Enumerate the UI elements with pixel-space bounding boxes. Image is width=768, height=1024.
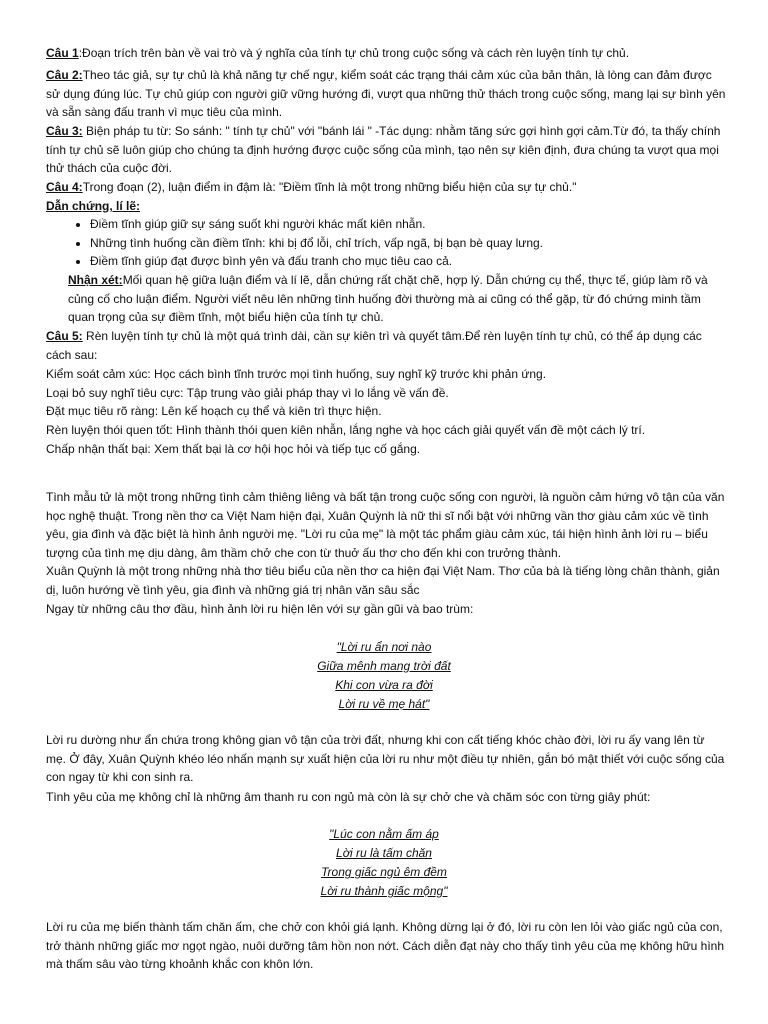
answer-5-label: Câu 5: — [46, 329, 83, 343]
poem-stanza-2 — [46, 825, 722, 901]
evidence-item: • Điềm tĩnh giúp đạt được bình yên và đấu tranh cho mục tiêu cao cả. — [90, 252, 750, 271]
evidence-heading — [46, 197, 726, 216]
comment-label: Nhận xét: — [68, 273, 123, 287]
comment — [68, 271, 724, 327]
essay-lead-2: Tình yêu của mẹ không chỉ là những âm thanh ru con ngủ mà còn là sự chở che và chăm sóc con từng giây phút: — [46, 790, 651, 804]
answer-3-text: Biện pháp tu từ: So sánh: " tính tự chủ" với "bánh lái " -Tác dụng: nhằm tăng sức gợi hình gợi cảm.Từ đó, ta thấy chính tính tự chủ sẽ luôn giúp cho chúng ta định hướng được cuộc sống của mình, tạo nên sự kiên định, đưa chúng ta vượt qua mọi thử thách của cuộc đời. — [46, 124, 721, 175]
answer-3 — [46, 122, 726, 178]
answer-1-text: :Đoạn trích trên bàn về vai trò và ý nghĩa của tính tự chủ trong cuộc sống và cách rèn luyện tính tự chủ. — [78, 46, 630, 60]
essay-author: Xuân Quỳnh là một trong những nhà thơ tiêu biểu của nền thơ ca hiện đại Việt Nam. Thơ của bà là tiếng lòng chân thành, giản dị, luôn hướng về tình yêu, gia đình và những giá trị nhân văn sâu sắc — [46, 564, 720, 597]
method-line: Loại bỏ suy nghĩ tiêu cực: Tập trung vào giải pháp thay vì lo lắng về vấn đề. — [46, 386, 449, 400]
answer-4-label: Câu 4: — [46, 180, 83, 194]
method-line: Đặt mục tiêu rõ ràng: Lên kế hoạch cụ thể và kiên trì thực hiện. — [46, 404, 382, 418]
answer-2-label: Câu 2: — [46, 68, 83, 82]
essay-lead-1: Ngay từ những câu thơ đầu, hình ảnh lời ru hiện lên với sự gần gũi và bao trùm: — [46, 602, 474, 616]
answer-2 — [46, 66, 726, 122]
method-line: Rèn luyện thói quen tốt: Hình thành thói quen kiên nhẫn, lắng nghe và học cách giải quyết vấn đề một cách lý trí. — [46, 423, 646, 437]
poem-line: Lời ru là tấm chăn — [336, 846, 432, 860]
evidence-item: • Những tình huống cần điềm tĩnh: khi bị đổ lỗi, chỉ trích, vấp ngã, bị bạn bè quay lưng. — [90, 234, 750, 253]
essay-paragraph-3: Lời ru của mẹ biến thành tấm chăn ấm, che chở con khỏi giá lạnh. Không dừng lại ở đó, lời ru còn len lỏi vào giấc ngủ của con, trở thành những giấc mơ ngọt ngào, nuôi dưỡng tâm hồn non nớt. Cách diễn đạt này cho thấy tình yêu của mẹ không hữu hình mà thấm sâu vào từng khoảnh khắc con khôn lớn. — [46, 920, 725, 971]
answer-4-text: Trong đoạn (2), luận điểm in đậm là: "Điềm tĩnh là một trong những biểu hiện của sự tự chủ." — [82, 180, 577, 194]
answer-5 — [46, 327, 726, 364]
answer-2-text: Theo tác giả, sự tự chủ là khả năng tự chế ngự, kiểm soát các trạng thái cảm xúc của bản thân, là lòng can đảm được sử dụng đúng lúc. Tự chủ giúp con người giữ vững hướng đi, vượt qua những thử thách trong cuộc sống, mang lại sự bình yên và sẵn sàng đấu tranh vì mục tiêu của mình. — [46, 68, 726, 119]
poem-stanza-1 — [46, 638, 722, 714]
method-line: Kiểm soát cảm xúc: Học cách bình tĩnh trước mọi tình huống, suy nghĩ kỹ trước khi phản ứng. — [46, 367, 547, 381]
poem-line: Lời ru thành giấc mộng" — [320, 884, 448, 898]
poem-line: Khi con vừa ra đời — [335, 678, 433, 692]
answer-1-label: Câu 1 — [46, 46, 79, 60]
poem-line: "Lời ru ẩn nơi nào — [336, 640, 432, 654]
answer-1 — [46, 44, 726, 63]
essay-paragraph-2: Lời ru dường như ẩn chứa trong không gian vô tận của trời đất, nhưng khi con cất tiếng khóc chào đời, lời ru ấy vang lên từ mẹ. Ở đây, Xuân Quỳnh khéo léo nhấn mạnh sự xuất hiện của lời ru như một điều tự nhiên, gắn bó mật thiết với cuộc sống của con ngay từ khi con sinh ra. — [46, 733, 725, 784]
poem-line: Lời ru về mẹ hát" — [338, 697, 430, 711]
poem-line: Giữa mênh mang trời đất — [317, 659, 451, 673]
comment-text: Mối quan hệ giữa luận điểm và lí lẽ, dẫn chứng rất chặt chẽ, hợp lý. Dẫn chứng cụ thể, thực tế, giúp làm rõ và củng cố cho luận điểm. Người viết nêu lên những tình huống đời thường mà ai cũng có thể gặp, từ đó chứng minh tầm quan trọng của sự điềm tĩnh, một biểu hiện của tính tự chủ. — [68, 273, 708, 324]
answer-3-label: Câu 3: — [46, 124, 83, 138]
poem-line: "Lúc con nằm ấm áp — [329, 827, 439, 841]
evidence-item: • Điềm tĩnh giúp giữ sự sáng suốt khi người khác mất kiên nhẫn. — [90, 215, 750, 234]
answer-5-text: Rèn luyện tính tự chủ là một quá trình dài, cần sự kiên trì và quyết tâm.Để rèn luyện tính tự chủ, có thể áp dụng các cách sau: — [46, 329, 702, 362]
poem-line: Trong giấc ngủ êm đềm — [321, 865, 447, 879]
evidence-label: Dẫn chứng, lí lẽ: — [46, 199, 141, 213]
evidence-list — [68, 215, 750, 271]
method-line: Chấp nhận thất bại: Xem thất bại là cơ hội học hỏi và tiếp tục cố gắng. — [46, 442, 421, 456]
essay-intro: Tình mẫu tử là một trong những tình cảm thiêng liêng và bất tận trong cuộc sống con người, là nguồn cảm hứng vô tận của văn học nghệ thuật. Trong nền thơ ca Việt Nam hiện đại, Xuân Quỳnh là nữ thi sĩ nổi bật với những vần thơ giàu cảm xúc về tình yêu, gia đình và đặc biệt là hình ảnh người mẹ. "Lời ru của mẹ" là một tác phẩm giàu cảm xúc, tái hiện hình ảnh lời ru – biểu tượng của tình mẹ dịu dàng, âm thầm chở che con từ thuở ấu thơ cho đến khi con trưởng thành. — [46, 490, 725, 560]
answer-4 — [46, 178, 726, 197]
